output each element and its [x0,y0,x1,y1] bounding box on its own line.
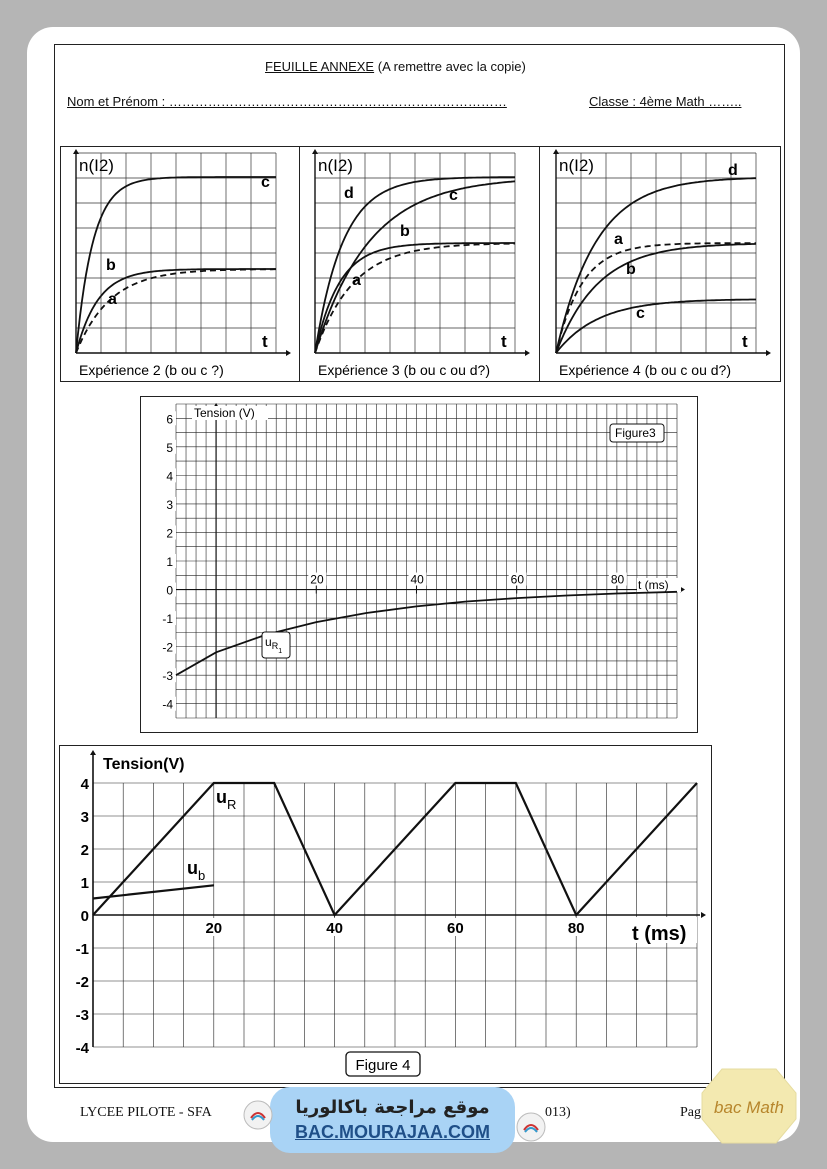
x-axis-arrow-icon [701,912,706,918]
y-tick-label: 3 [166,497,173,512]
chart-figure-4 [59,745,713,1085]
y-axis-label: Tension (V) [194,406,255,420]
x-tick-label: 20 [310,572,324,587]
y-axis-arrow-icon [312,149,318,154]
x-tick-label: 80 [567,920,585,937]
badge-right-logo-icon [516,1112,546,1142]
series-label-uR: $u_R$ [216,787,237,812]
y-tick-label: 6 [166,412,173,427]
series-label-c: c [261,174,270,191]
y-tick-label: -4 [162,697,173,712]
x-tick-label: 80 [610,572,625,587]
x-tick-label: 60 [510,572,525,587]
y-tick-label: -1 [75,941,89,958]
series-label-b: b [626,261,636,278]
chart-experience-2 [61,147,299,381]
y-tick-label: 5 [166,440,173,455]
y-tick-label: 1 [80,875,89,892]
y-axis-label: n(I2) [318,156,353,175]
series-label-ub: $u_b$ [187,858,206,883]
annex-title: FEUILLE ANNEXE [265,59,375,74]
logo-text: bac Math [714,1098,784,1117]
y-tick-label: 2 [80,842,89,859]
series-label-a: a [108,291,117,308]
x-axis-label: t [501,332,507,351]
chart-caption: Expérience 4 (b ou c ou d?) [559,362,731,378]
y-tick-label: 2 [166,526,173,541]
x-axis-arrow-icon [286,350,291,356]
series-label-uR1: $u_{R1}$ [265,635,283,655]
x-axis-arrow-icon [525,350,530,356]
annex-subtitle: (A remettre avec la copie) [377,59,526,74]
series-label-a: a [614,231,623,248]
x-tick-label: 40 [326,920,343,937]
chart-experience-4 [541,147,781,381]
x-axis-label: t (ms) [638,578,669,592]
bac-math-logo [700,1067,798,1145]
y-tick-label: -4 [75,1040,89,1057]
figure-title: Figure3 [615,426,656,440]
annex-title-line [265,59,526,74]
x-tick-label: 20 [205,920,223,937]
chart-figure-3 [140,396,699,734]
name-field: Nom et Prénom : …………………………………………………………………… [67,94,507,109]
y-tick-label: 0 [166,583,173,598]
y-tick-label: 0 [80,908,89,925]
y-tick-label: 4 [80,776,89,793]
x-axis-label: t [742,332,748,351]
badge-arabic: موقع مراجعة باكالوريا [295,1097,490,1118]
footer-page: Pag [680,1105,701,1120]
x-tick-label: 60 [447,920,464,937]
y-axis-label: n(I2) [79,156,114,175]
y-axis-label: Tension(V) [103,756,185,773]
badge-link[interactable]: BAC.MOURAJAA.COM [295,1122,490,1142]
x-axis-arrow-icon [766,350,771,356]
y-axis-label: n(I2) [559,156,594,175]
y-tick-label: -3 [162,669,173,684]
y-tick-label: 1 [166,555,173,569]
series-label-c: c [449,187,458,204]
series-label-c: c [636,305,645,322]
chart-experience-3 [300,147,538,381]
y-tick-label: -2 [162,640,173,655]
series-label-b: b [106,257,116,274]
footer-year: 013) [545,1105,571,1120]
chart-caption: Expérience 2 (b ou c ?) [79,362,224,378]
series-label-a: a [352,272,361,289]
y-tick-label: -1 [162,612,173,627]
y-tick-label: 4 [166,469,173,484]
chart-caption: Expérience 3 (b ou c ou d?) [318,362,490,378]
badge-left-logo-icon [243,1100,273,1130]
y-axis-arrow-icon [553,149,559,154]
series-label-d: d [344,185,354,202]
series-label-b: b [400,223,410,240]
x-axis-label: t [262,332,268,351]
y-tick-label: 3 [80,809,89,826]
series-label-d: d [728,162,738,179]
y-tick-label: -2 [75,974,89,991]
y-tick-label: -3 [75,1007,89,1024]
class-field: Classe : 4ème Math …….. [589,94,742,109]
footer-school: LYCEE PILOTE - SFA [80,1105,212,1120]
y-axis-arrow-icon [90,750,96,755]
y-axis-arrow-icon [73,149,79,154]
x-axis-label: t (ms) [632,923,687,945]
site-badge[interactable] [270,1087,515,1153]
figure-title: Figure 4 [355,1057,411,1074]
x-tick-label: 40 [410,572,424,587]
